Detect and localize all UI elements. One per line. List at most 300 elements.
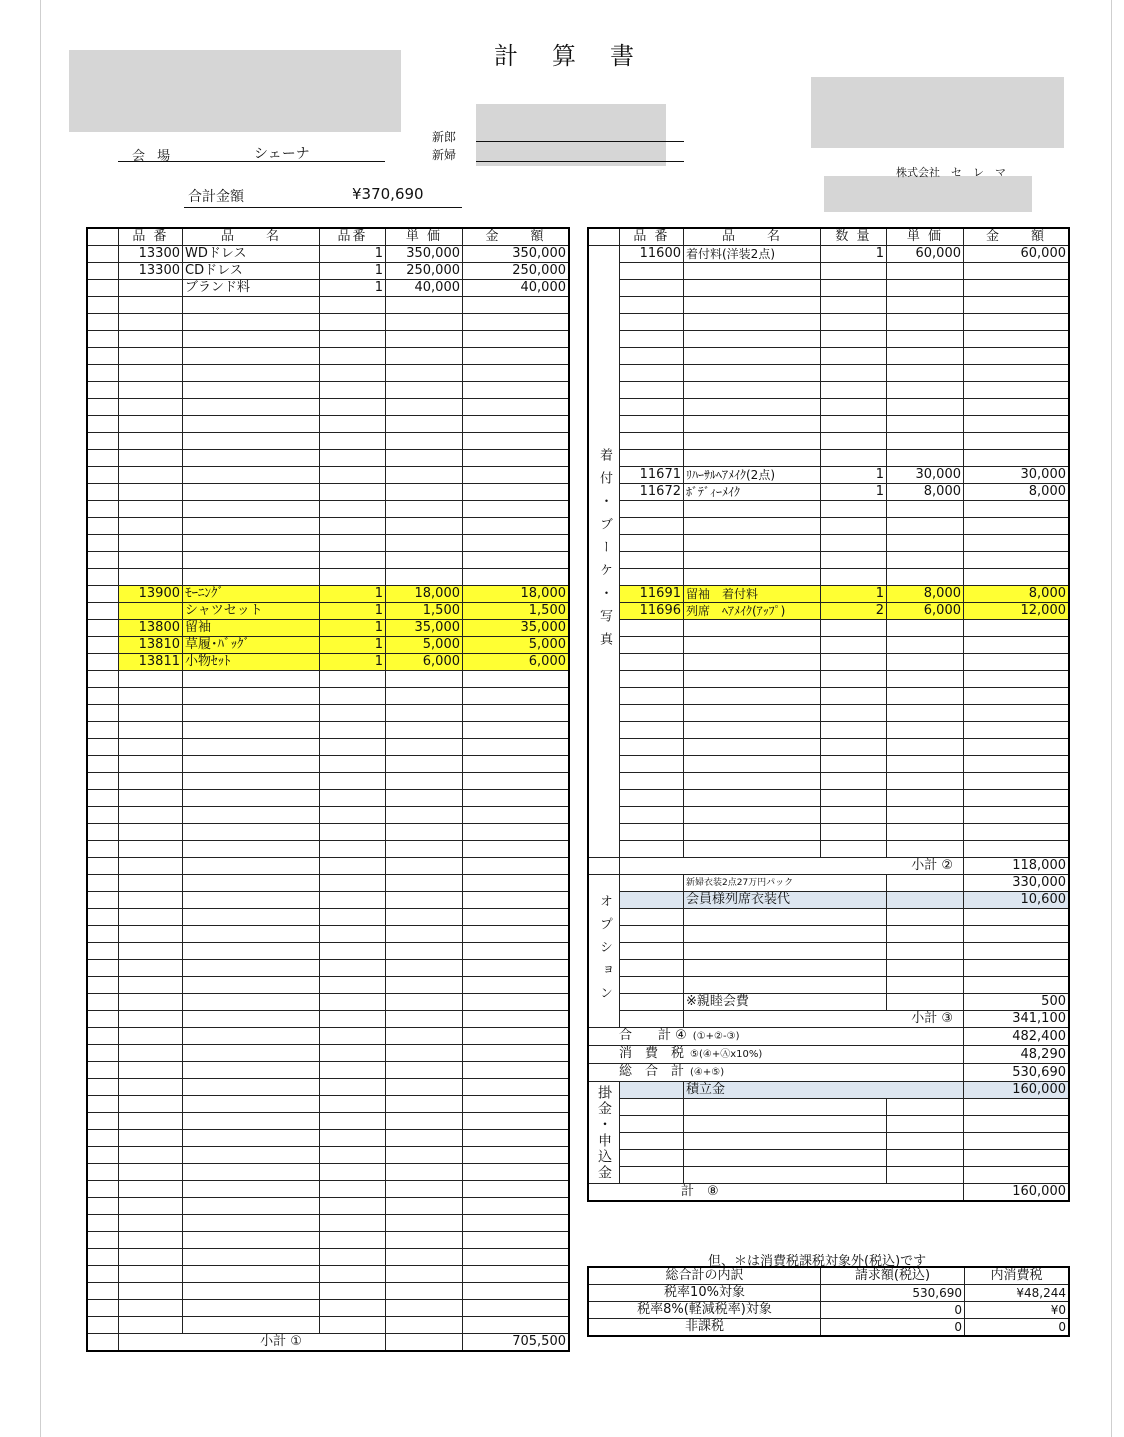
empty-cell	[821, 671, 887, 688]
item-price: 6,000	[887, 603, 964, 620]
right-empty-row	[589, 773, 1069, 790]
empty-cell	[320, 1283, 386, 1300]
left-empty-row	[88, 1045, 569, 1062]
item-price: 40,000	[386, 280, 463, 297]
empty-cell	[463, 467, 569, 484]
item-code: 11600	[620, 246, 684, 263]
left-empty-row	[88, 960, 569, 977]
empty-cell	[119, 382, 183, 399]
empty-cell	[620, 382, 684, 399]
empty-cell	[684, 705, 821, 722]
empty-cell	[964, 705, 1069, 722]
empty-cell	[620, 756, 684, 773]
empty-cell	[463, 739, 569, 756]
right-empty-row	[589, 824, 1069, 841]
empty-cell	[964, 501, 1069, 518]
empty-cell	[964, 263, 1069, 280]
item-price: 5,000	[386, 637, 463, 654]
empty-cell	[620, 926, 684, 943]
empty-cell	[964, 790, 1069, 807]
empty-cell	[684, 450, 821, 467]
empty-cell	[119, 858, 183, 875]
empty-cell	[463, 399, 569, 416]
left-empty-row	[88, 824, 569, 841]
empty-cell	[463, 433, 569, 450]
right-empty-row	[589, 722, 1069, 739]
empty-cell	[183, 1079, 320, 1096]
empty-cell	[964, 688, 1069, 705]
empty-cell	[320, 841, 386, 858]
empty-cell	[620, 892, 684, 909]
empty-cell	[183, 1283, 320, 1300]
empty-cell	[183, 1164, 320, 1181]
item-price: 250,000	[386, 263, 463, 280]
empty-cell	[463, 1062, 569, 1079]
empty-cell	[821, 705, 887, 722]
empty-cell	[463, 1300, 569, 1317]
left-empty-row	[88, 1079, 569, 1096]
empty-cell	[620, 450, 684, 467]
page-title: 計算書	[494, 42, 668, 70]
empty-cell	[964, 314, 1069, 331]
right-item-row	[589, 603, 1069, 620]
right-empty-row	[589, 348, 1069, 365]
empty-cell	[183, 688, 320, 705]
empty-cell	[887, 620, 964, 637]
empty-cell	[463, 518, 569, 535]
left-empty-row	[88, 875, 569, 892]
empty-cell	[463, 382, 569, 399]
empty-cell	[620, 705, 684, 722]
empty-cell	[964, 433, 1069, 450]
empty-cell	[964, 654, 1069, 671]
empty-cell	[386, 484, 463, 501]
empty-cell	[463, 1232, 569, 1249]
left-margin-cell	[88, 399, 119, 416]
empty-cell	[320, 909, 386, 926]
breakdown-label: 非課税	[589, 1319, 821, 1336]
empty-cell	[320, 875, 386, 892]
subtotal-2-label: 小計 ②	[620, 858, 964, 875]
item-qty: 1	[821, 467, 887, 484]
empty-cell	[887, 926, 964, 943]
empty-cell	[320, 824, 386, 841]
empty-cell	[183, 773, 320, 790]
empty-cell	[320, 416, 386, 433]
empty-cell	[183, 909, 320, 926]
option-row	[589, 943, 1069, 960]
left-margin-cell	[88, 263, 119, 280]
left-margin-cell	[88, 722, 119, 739]
empty-cell	[684, 348, 821, 365]
empty-cell	[821, 620, 887, 637]
empty-cell	[320, 1079, 386, 1096]
item-name: ブランド料	[183, 280, 320, 297]
breakdown-amount: 0	[821, 1319, 965, 1336]
left-margin-cell	[88, 926, 119, 943]
empty-cell	[964, 807, 1069, 824]
empty-cell	[320, 739, 386, 756]
empty-cell	[183, 1181, 320, 1198]
empty-cell	[183, 518, 320, 535]
right-empty-row	[589, 790, 1069, 807]
empty-cell	[119, 416, 183, 433]
empty-cell	[119, 1079, 183, 1096]
empty-cell	[964, 1116, 1069, 1133]
empty-cell	[620, 977, 684, 994]
empty-cell	[119, 688, 183, 705]
right-item-row	[589, 484, 1069, 501]
item-qty: 1	[320, 246, 386, 263]
empty-cell	[320, 756, 386, 773]
empty-cell	[887, 722, 964, 739]
empty-cell	[684, 739, 821, 756]
right-header-cell: 金 額	[964, 229, 1069, 246]
bride-label: 新婦	[432, 148, 457, 162]
empty-cell	[183, 501, 320, 518]
empty-cell	[887, 790, 964, 807]
empty-cell	[887, 501, 964, 518]
left-margin-cell	[88, 620, 119, 637]
empty-cell	[463, 960, 569, 977]
empty-cell	[320, 688, 386, 705]
empty-cell	[887, 314, 964, 331]
empty-cell	[183, 535, 320, 552]
item-name: 留袖	[183, 620, 320, 637]
empty-cell	[620, 348, 684, 365]
right-empty-row	[589, 739, 1069, 756]
empty-cell	[386, 892, 463, 909]
left-item-row	[88, 246, 569, 263]
empty-cell	[183, 569, 320, 586]
empty-cell	[183, 1147, 320, 1164]
empty-cell	[320, 1045, 386, 1062]
empty-cell	[119, 841, 183, 858]
empty-cell	[386, 994, 463, 1011]
item-name: WDドレス	[183, 246, 320, 263]
empty-cell	[386, 331, 463, 348]
empty-cell	[119, 1096, 183, 1113]
empty-cell	[183, 858, 320, 875]
empty-cell	[887, 416, 964, 433]
empty-cell	[620, 365, 684, 382]
empty-cell	[119, 518, 183, 535]
empty-cell	[386, 1062, 463, 1079]
empty-cell	[320, 1215, 386, 1232]
left-margin-cell	[88, 1300, 119, 1317]
empty-cell	[887, 892, 964, 909]
left-empty-row	[88, 1300, 569, 1317]
empty-cell	[620, 280, 684, 297]
item-code: 13900	[119, 586, 183, 603]
left-margin-cell	[88, 348, 119, 365]
empty-cell	[386, 1113, 463, 1130]
total-8-value: 160,000	[964, 1184, 1069, 1201]
empty-cell	[887, 875, 964, 892]
left-margin-cell	[88, 790, 119, 807]
empty-cell	[620, 671, 684, 688]
empty-cell	[964, 450, 1069, 467]
tax-note: 但、＊は消費税課税対象外(税込)です	[708, 1254, 927, 1269]
empty-cell	[320, 297, 386, 314]
empty-cell	[183, 1045, 320, 1062]
item-name: ﾎﾞﾃﾞｨｰﾒｲｸ	[684, 484, 821, 501]
item-code	[119, 603, 183, 620]
item-name: 草履･ﾊﾞｯｸﾞ	[183, 637, 320, 654]
empty-cell	[620, 841, 684, 858]
empty-cell	[620, 807, 684, 824]
empty-cell	[684, 1150, 887, 1167]
empty-cell	[684, 841, 821, 858]
empty-cell	[463, 1045, 569, 1062]
empty-cell	[320, 705, 386, 722]
left-margin-cell	[88, 1283, 119, 1300]
left-margin-cell	[88, 1062, 119, 1079]
empty-cell	[887, 297, 964, 314]
empty-cell	[620, 994, 684, 1011]
item-amount: 250,000	[463, 263, 569, 280]
empty-cell	[620, 501, 684, 518]
item-qty: 1	[320, 637, 386, 654]
empty-cell	[620, 433, 684, 450]
empty-cell	[386, 722, 463, 739]
empty-cell	[887, 331, 964, 348]
left-margin-cell	[88, 756, 119, 773]
left-empty-row	[88, 688, 569, 705]
empty-cell	[887, 671, 964, 688]
item-amount: 6,000	[463, 654, 569, 671]
empty-cell	[183, 1028, 320, 1045]
empty-cell	[964, 399, 1069, 416]
empty-cell	[119, 994, 183, 1011]
empty-cell	[684, 688, 821, 705]
empty-cell	[463, 1096, 569, 1113]
empty-cell	[119, 1181, 183, 1198]
left-margin-cell	[88, 1028, 119, 1045]
right-empty-row	[589, 297, 1069, 314]
breakdown-table	[588, 1267, 1069, 1336]
empty-cell	[620, 314, 684, 331]
left-empty-row	[88, 1011, 569, 1028]
empty-cell	[684, 756, 821, 773]
left-margin-cell	[88, 603, 119, 620]
left-empty-row	[88, 365, 569, 382]
left-item-row	[88, 637, 569, 654]
item-amount: 30,000	[964, 467, 1069, 484]
empty-cell	[463, 909, 569, 926]
left-empty-row	[88, 501, 569, 518]
option-amount: 330,000	[964, 875, 1069, 892]
empty-cell	[386, 1028, 463, 1045]
item-name: シャツセット	[183, 603, 320, 620]
right-empty-row	[589, 314, 1069, 331]
sum4-label: 合 計 ④	[619, 1028, 687, 1043]
empty-cell	[119, 365, 183, 382]
empty-cell	[684, 399, 821, 416]
empty-cell	[463, 688, 569, 705]
bride-underline	[476, 161, 684, 162]
empty-cell	[684, 535, 821, 552]
empty-cell	[386, 535, 463, 552]
empty-cell	[386, 1249, 463, 1266]
empty-cell	[119, 1249, 183, 1266]
empty-cell	[320, 484, 386, 501]
empty-cell	[887, 756, 964, 773]
breakdown-label: 税率8%(軽減税率)対象	[589, 1302, 821, 1319]
empty-cell	[119, 671, 183, 688]
left-empty-row	[88, 773, 569, 790]
empty-cell	[119, 909, 183, 926]
empty-cell	[119, 1283, 183, 1300]
left-empty-row	[88, 518, 569, 535]
right-header-cell: 品 番	[620, 229, 684, 246]
empty-cell	[620, 518, 684, 535]
empty-cell	[684, 1167, 887, 1184]
left-empty-row	[88, 484, 569, 501]
empty-cell	[620, 569, 684, 586]
left-margin-cell	[88, 1147, 119, 1164]
grand-label: 総 合 計	[619, 1064, 685, 1079]
empty-cell	[463, 535, 569, 552]
empty-cell	[386, 960, 463, 977]
option-amount: 10,600	[964, 892, 1069, 909]
item-code: 13811	[119, 654, 183, 671]
empty-cell	[119, 450, 183, 467]
breakdown-tax: ¥48,244	[965, 1285, 1069, 1302]
breakdown-header-cell: 請求額(税込)	[821, 1268, 965, 1285]
empty-cell	[320, 671, 386, 688]
right-empty-row	[589, 365, 1069, 382]
empty-cell	[320, 892, 386, 909]
left-margin-cell	[88, 1198, 119, 1215]
section-label-kitsuke: 着付・ブーケ・写真	[589, 246, 620, 858]
empty-cell	[684, 722, 821, 739]
empty-cell	[821, 399, 887, 416]
empty-cell	[183, 433, 320, 450]
left-empty-row	[88, 382, 569, 399]
empty-cell	[821, 535, 887, 552]
left-empty-row	[88, 450, 569, 467]
empty-cell	[386, 1300, 463, 1317]
deposit-row	[589, 1150, 1069, 1167]
empty-cell	[463, 450, 569, 467]
right-item-row	[589, 586, 1069, 603]
empty-cell	[183, 484, 320, 501]
left-header-row	[88, 229, 569, 246]
item-qty: 1	[320, 263, 386, 280]
left-header-cell: 金 額	[463, 229, 569, 246]
left-empty-row	[88, 1147, 569, 1164]
empty-cell	[119, 484, 183, 501]
empty-cell	[821, 773, 887, 790]
empty-cell	[183, 297, 320, 314]
right-items-table	[588, 228, 1069, 1201]
empty-cell	[183, 450, 320, 467]
left-empty-row	[88, 416, 569, 433]
empty-cell	[684, 943, 887, 960]
empty-cell	[463, 569, 569, 586]
empty-cell	[463, 994, 569, 1011]
empty-cell	[183, 926, 320, 943]
empty-cell	[183, 1198, 320, 1215]
groom-label: 新郎	[432, 130, 457, 144]
empty-cell	[887, 535, 964, 552]
empty-cell	[320, 1096, 386, 1113]
item-amount: 60,000	[964, 246, 1069, 263]
empty-cell	[119, 314, 183, 331]
breakdown-header-row	[589, 1268, 1069, 1285]
empty-cell	[183, 807, 320, 824]
deposit-row	[589, 1116, 1069, 1133]
empty-cell	[183, 314, 320, 331]
empty-cell	[463, 484, 569, 501]
empty-cell	[821, 790, 887, 807]
left-margin-cell	[88, 1317, 119, 1334]
empty-cell	[320, 1181, 386, 1198]
empty-cell	[463, 926, 569, 943]
empty-cell	[463, 1215, 569, 1232]
left-margin-cell	[88, 586, 119, 603]
empty-cell	[589, 858, 620, 875]
item-amount: 35,000	[463, 620, 569, 637]
left-empty-row	[88, 552, 569, 569]
empty-cell	[320, 569, 386, 586]
empty-cell	[183, 824, 320, 841]
empty-cell	[684, 331, 821, 348]
left-empty-row	[88, 1215, 569, 1232]
breakdown-header-cell: 内消費税	[965, 1268, 1069, 1285]
empty-cell	[119, 756, 183, 773]
empty-cell	[119, 433, 183, 450]
empty-cell	[620, 1011, 684, 1028]
empty-cell	[119, 705, 183, 722]
empty-cell	[964, 569, 1069, 586]
empty-cell	[386, 926, 463, 943]
subtotal-3-label: 小計 ③	[684, 1011, 964, 1028]
empty-cell	[463, 892, 569, 909]
right-empty-row	[589, 705, 1069, 722]
item-price: 8,000	[887, 586, 964, 603]
left-header-cell: 単 価	[386, 229, 463, 246]
left-empty-row	[88, 535, 569, 552]
empty-cell	[463, 348, 569, 365]
item-code: 11696	[620, 603, 684, 620]
item-amount: 12,000	[964, 603, 1069, 620]
left-item-row	[88, 603, 569, 620]
empty-cell	[684, 518, 821, 535]
left-empty-row	[88, 671, 569, 688]
empty-cell	[684, 365, 821, 382]
breakdown-row	[589, 1302, 1069, 1319]
left-empty-row	[88, 739, 569, 756]
empty-cell	[887, 654, 964, 671]
empty-cell	[386, 1181, 463, 1198]
empty-cell	[620, 773, 684, 790]
empty-cell	[684, 637, 821, 654]
item-qty: 1	[821, 484, 887, 501]
right-empty-row	[589, 688, 1069, 705]
empty-cell	[320, 1317, 386, 1334]
left-margin-cell	[88, 807, 119, 824]
empty-cell	[821, 331, 887, 348]
empty-cell	[620, 1116, 684, 1133]
empty-cell	[821, 841, 887, 858]
empty-cell	[320, 1011, 386, 1028]
empty-cell	[320, 331, 386, 348]
right-empty-row	[589, 552, 1069, 569]
item-price: 6,000	[386, 654, 463, 671]
empty-cell	[119, 943, 183, 960]
